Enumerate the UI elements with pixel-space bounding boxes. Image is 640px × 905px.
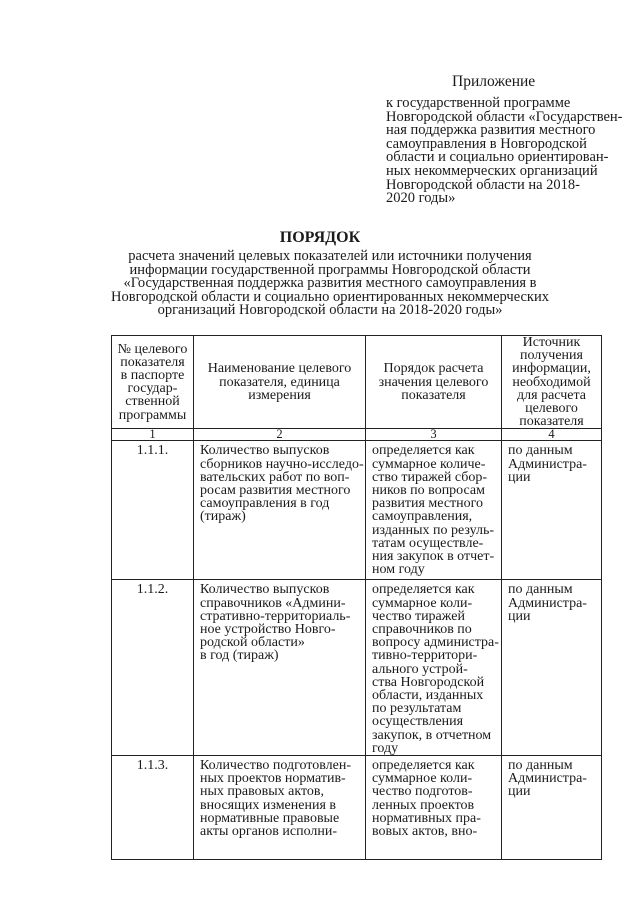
table-row <box>112 756 602 860</box>
column-number: 3 <box>366 429 502 441</box>
document-subtitle <box>40 250 620 318</box>
appendix-line: 2020 годы» <box>386 190 456 207</box>
indicator-name: Количество подготовлен- ных проектов норматив- ных правовых актов, вносящих изменения в нормативные правовые акты органов исполни- <box>194 756 366 860</box>
header-cell-number: № целевого показателя в паспорте государ- ственной программы <box>112 336 194 429</box>
appendix-line: ных некоммерческих организаций <box>386 162 598 179</box>
appendix-title: Приложение <box>452 73 536 90</box>
header-cell-method: Порядок расчета значения целевого показателя <box>366 336 502 429</box>
appendix-line: к государственной программе <box>386 95 571 111</box>
calculation-method: определяется как суммарное коли- чество подготов- ленных проектов нормативных пра- вовых актов, вно- <box>366 756 502 860</box>
indicator-name: Количество выпусков справочников «Админи- стративно-территориаль- ное устройство Новго- родской области» в год (тираж) <box>194 580 366 756</box>
table-header-row <box>112 336 602 429</box>
calculation-method: определяется как суммарное количе- ство тиражей сбор- ников по вопросам развития местного самоуправления, изданных по резуль- татам осуществле- ния закупок в отчет- ном году <box>366 441 502 580</box>
column-number: 1 <box>112 429 194 441</box>
table-row <box>112 441 602 580</box>
header-cell-name: Наименование целевого показателя, единица измерения <box>194 336 366 429</box>
table-row <box>112 580 602 756</box>
column-number: 4 <box>502 429 602 441</box>
indicators-table <box>111 335 602 860</box>
calculation-method: определяется как суммарное коли- чество тиражей справочников по вопросу администра- тивно-территори- ального устрой- ства Новгородской области, изданных по результатам осуществления закупок, в отчетном году <box>366 580 502 756</box>
document-heading: ПОРЯДОК <box>279 229 361 246</box>
row-number: 1.1.3. <box>112 756 194 860</box>
subtitle-line: «Государственная поддержка развития местного самоуправления в <box>123 275 537 292</box>
subtitle-line: информации государственной программы Новгородской области <box>129 261 531 278</box>
appendix-line: ная поддержка развития местного <box>386 122 596 139</box>
subtitle-line: расчета значений целевых показателей или источники получения <box>128 248 532 264</box>
appendix-line: области и социально ориентирован- <box>386 149 609 166</box>
data-source: по данным Администра- ции <box>502 441 602 580</box>
data-source: по данным Администра- ции <box>502 580 602 756</box>
column-number-row <box>112 429 602 441</box>
appendix-line: самоуправления в Новгородской <box>386 135 587 152</box>
appendix-line: Новгородской области на 2018- <box>386 176 580 193</box>
header-cell-source: Источник получения информации, необходимой для расчета целевого показателя <box>502 336 602 429</box>
appendix-line: Новгородской области «Государствен- <box>386 108 623 125</box>
appendix-text <box>386 97 626 206</box>
row-number: 1.1.1. <box>112 441 194 580</box>
data-source: по данным Администра- ции <box>502 756 602 860</box>
subtitle-line: Новгородской области и социально ориентированных некоммерческих <box>111 288 549 305</box>
indicator-name: Количество выпусков сборников научно-исследо- вательских работ по воп- росам развития местного самоуправления в год (тираж) <box>194 441 366 580</box>
column-number: 2 <box>194 429 366 441</box>
row-number: 1.1.2. <box>112 580 194 756</box>
subtitle-line: организаций Новгородской области на 2018-2020 годы» <box>157 302 503 319</box>
